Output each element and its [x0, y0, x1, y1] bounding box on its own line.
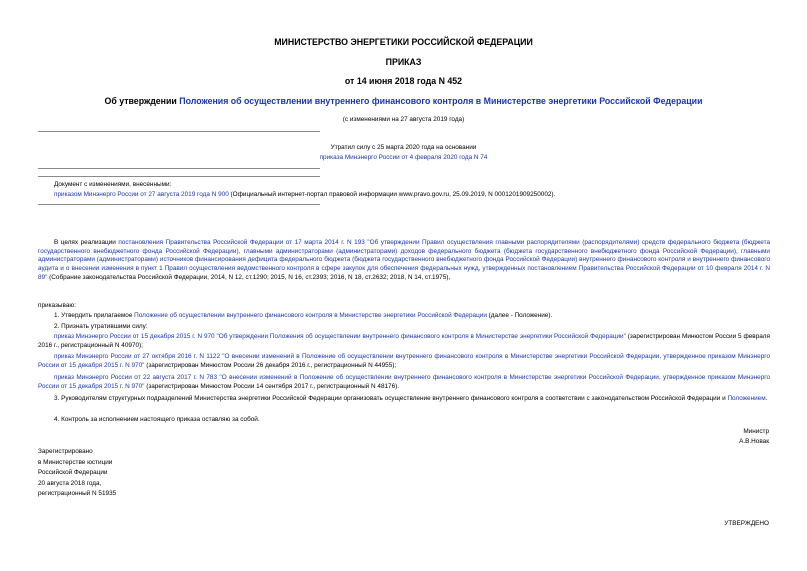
- orders-line: приказываю:: [38, 302, 76, 309]
- divider: [38, 176, 320, 177]
- title-prefix: Об утверждении: [104, 96, 180, 106]
- title-link[interactable]: Положения об осуществлении внутреннего финансового контроля в Министерстве энергетики Российской Федерации: [179, 96, 703, 106]
- registration-block: [38, 448, 116, 499]
- item-3-link[interactable]: Положением: [727, 395, 766, 402]
- signature-name: А.В.Новак: [739, 438, 769, 445]
- changes-link[interactable]: приказом Минэнерго России от 27 августа 2019 года N 900: [54, 191, 229, 198]
- changes-label: Документ с изменениями, внесенными:: [54, 181, 172, 188]
- date-number-heading: от 14 июня 2018 года N 452: [344, 76, 463, 86]
- registration-line: в Министерстве юстиции: [38, 458, 113, 466]
- paragraph-preamble: [38, 239, 770, 283]
- repealed-order-1: [38, 333, 770, 350]
- repealed-order-2-link[interactable]: приказ Минэнерго России от 27 октября 2016 г. N 1122 "О внесении изменений в Положение об осуществлении внутреннего финансового контроля в Министерстве энергетики Российской Федерации, утвержденное приказом Минэнерго России от 15 декабря 2015 г. N 970": [38, 353, 770, 369]
- registration-line: 20 августа 2018 года,: [38, 479, 102, 487]
- repealed-order-3-reg: (зарегистрирован Минюстом России 14 сентября 2017 г., регистрационный N 48176).: [144, 382, 400, 390]
- item-2: 2. Признать утратившими силу:: [54, 323, 148, 330]
- divider: [38, 131, 320, 132]
- repealed-order-2: [38, 353, 770, 370]
- repealed-order-1-reg: (зарегистрирован Минюстом России 5 февраля 2016 г., регистрационный N 40970);: [38, 333, 770, 349]
- item-1-link[interactable]: Положение об осуществлении внутреннего финансового контроля в Министерстве энергетики Российской Федерации: [134, 312, 487, 319]
- approved-label: УТВЕРЖДЕНО: [724, 520, 769, 527]
- preamble-sources: (Собрание законодательства Российской Федерации, 2014, N 12, ст.1290; 2015, N 16, ст.2393; 2016, N 18, ст.2632; 2018, N 14, ст.1975),: [47, 273, 451, 281]
- item-1: [38, 312, 770, 321]
- repealed-order-1-link[interactable]: приказ Минэнерго России от 15 декабря 2015 г. N 970 "Об утверждении Положения об осуществлении внутреннего финансового контроля в Министерстве энергетики Российской Федерации": [54, 333, 626, 340]
- changes-line: [54, 191, 770, 200]
- changes-rest: (Официальный интернет-портал правовой информации www.pravo.gov.ru, 25.09.2019, N 0001201909250002).: [228, 191, 556, 198]
- item-3-text: 3. Руководителям структурных подразделений Министерства энергетики Российской Федерации организовать осуществление внутреннего финансового контроля в соответствии с законодательством Российской Федерации и: [54, 395, 728, 402]
- ministry-heading: МИНИСТЕРСТВО ЭНЕРГЕТИКИ РОССИЙСКОЙ ФЕДЕРАЦИИ: [274, 37, 533, 47]
- registration-line: регистрационный N 51935: [38, 490, 117, 498]
- amendment-note: (с изменениями на 27 августа 2019 года): [342, 116, 465, 123]
- registration-line: Российской Федерации: [38, 469, 108, 477]
- repealed-order-3-link[interactable]: приказ Минэнерго России от 22 августа 2017 г. N 783 "О внесении изменений в Положение об осуществлении внутреннего финансового контроля в Министерстве энергетики Российской Федерации, утвержденное приказом Минэнерго России от 15 декабря 2015 г. N 970": [38, 374, 770, 390]
- repealed-order-2-reg: (зарегистрирован Минюстом России 26 декабря 2016 г., регистрационный N 44955);: [144, 361, 397, 369]
- doc-type-heading: ПРИКАЗ: [385, 57, 422, 67]
- divider: [38, 168, 320, 169]
- divider: [38, 204, 320, 205]
- item-1-tail: (далее - Положение).: [486, 312, 553, 319]
- item-4: 4. Контроль за исполнением настоящего приказа оставляю за собой.: [54, 416, 260, 423]
- preamble-text: В целях реализации: [54, 239, 119, 246]
- status-line: Утратил силу с 25 марта 2020 года на основании: [330, 144, 477, 151]
- registration-line: Зарегистрировано: [38, 448, 93, 455]
- document-title: [0, 96, 807, 106]
- repealed-order-3: [38, 374, 770, 391]
- status-repeal-link[interactable]: приказа Минэнерго России от 4 февраля 2020 года N 74: [319, 154, 488, 161]
- preamble-link[interactable]: постановления Правительства Российской Федерации от 17 марта 2014 г. N 193 "Об утверждении Правил осуществления главными распорядителями (распорядителями) средств федерального бюджета (бюджета государственного внебюджетного фонда Российской Федерации), главными администраторами (администраторами) доходов федерального бюджета (бюджета государственного внебюджетного фонда Российской Федерации), главными администраторами (администраторами) источников финансирования дефицита федерального бюджета (бюджета государственного внебюджетного фонда Российской Федерации) внутреннего финансового контроля и внутреннего финансового аудита и о внесении изменения в пункт 1 Правил осуществления ведомственного контроля в сфере закупок для обеспечения федеральных нужд, утвержденных постановлением Правительства Российской Федерации от 10 февраля 2014 г. N 89": [38, 239, 770, 281]
- item-3-tail: .: [765, 395, 768, 402]
- item-1-text: 1. Утвердить прилагаемое: [54, 312, 135, 319]
- signature-position: Министр: [743, 428, 769, 435]
- item-3: [38, 395, 770, 404]
